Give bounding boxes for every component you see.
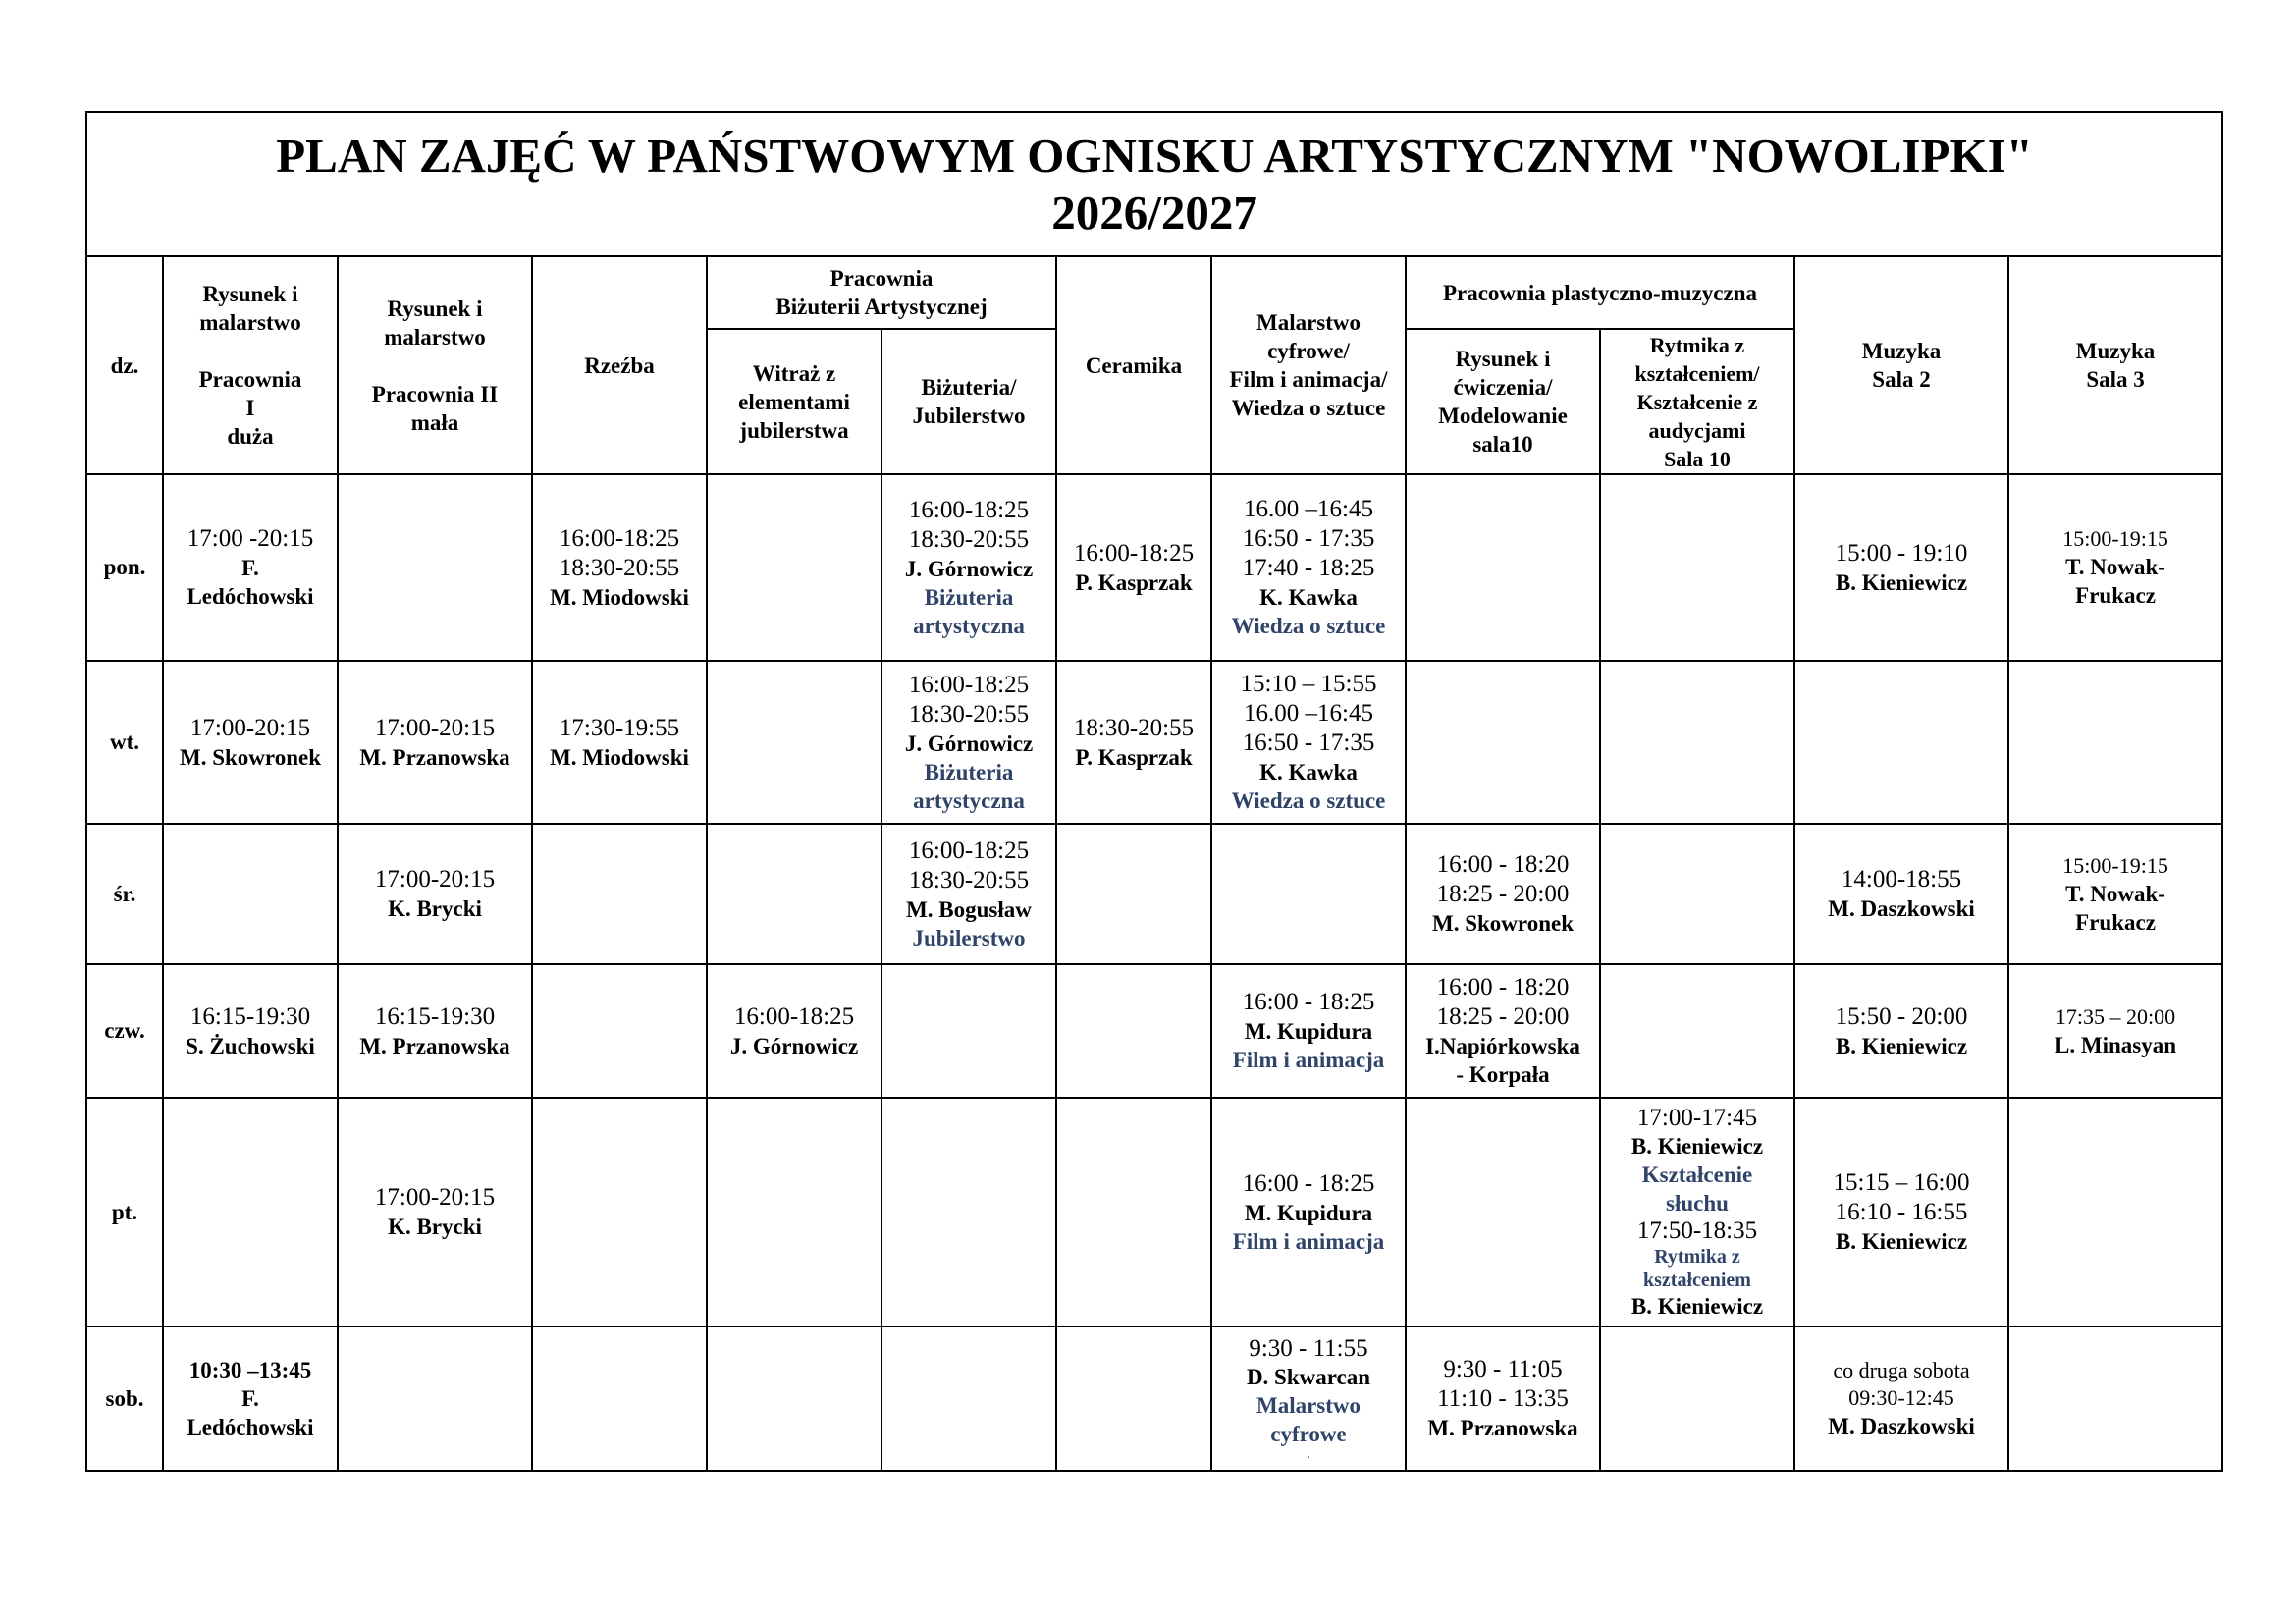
cell-fri-animation (1211, 1098, 1406, 1326)
teacher: M. Bogusław (906, 896, 1032, 922)
cell-thu-animation (1211, 964, 1406, 1098)
time: 9:30 - 11:55 (1249, 1335, 1368, 1362)
teacher: M. Daszkowski (1828, 1414, 1975, 1438)
cell-wed-music-3 (2008, 824, 2222, 964)
header-art-music-group: Pracownia plastyczno-muzyczna (1406, 256, 1794, 329)
header-music-room-2: Muzyka Sala 2 (1794, 256, 2008, 474)
time: 09:30-12:45 (1848, 1385, 1954, 1410)
header-drawing-modeling: Rysunek i ćwiczenia/ Modelowanie sala10 (1406, 329, 1600, 474)
teacher: K. Brycki (388, 1215, 482, 1239)
cell-mon-jewelry (881, 474, 1056, 661)
cell-thu-drawing-1 (163, 964, 338, 1098)
page-title (86, 112, 2222, 256)
header-rhythmics: Rytmika z kształceniem/ Kształcenie z audycjami Sala 10 (1600, 329, 1794, 474)
cell-empty (2008, 1098, 2222, 1326)
cell-thu-stained-glass (707, 964, 881, 1098)
teacher: T. Nowak- (2065, 881, 2165, 906)
teacher: P. Kasprzak (1075, 744, 1193, 770)
cell-empty (881, 964, 1056, 1098)
teacher: P. Kasprzak (1075, 569, 1193, 595)
cell-tue-drawing-2 (338, 661, 532, 824)
header-day: dz. (86, 256, 163, 474)
header-digital-painting: Malarstwo cyfrowe/ Film i animacja/ Wiedza o sztuce (1211, 256, 1406, 474)
day-label: sob. (86, 1326, 163, 1471)
time: 15:10 – 15:55 (1240, 671, 1377, 697)
cell-empty (1406, 1098, 1600, 1326)
day-label: pt. (86, 1098, 163, 1326)
title-row (86, 112, 2222, 256)
time: 17:00-20:15 (374, 714, 496, 741)
cell-sat-modeling (1406, 1326, 1600, 1471)
cell-sat-drawing-1 (163, 1326, 338, 1471)
cell-tue-ceramics (1056, 661, 1211, 824)
subject: Malarstwo (1255, 1393, 1362, 1418)
time: 11:10 - 13:35 (1437, 1385, 1569, 1412)
cell-empty (1056, 824, 1211, 964)
header-drawing-studio-1: Rysunek i malarstwo Pracownia I duża (163, 256, 338, 474)
teacher: M. Daszkowski (1828, 896, 1975, 921)
row-tuesday (86, 661, 2222, 824)
cell-empty (1056, 1326, 1211, 1471)
cell-empty (1056, 1098, 1211, 1326)
cell-empty (163, 1098, 338, 1326)
time: 16:00-18:25 (733, 1002, 855, 1030)
teacher: M. Kupidura (1244, 1019, 1373, 1044)
cell-empty (707, 661, 881, 824)
cell-empty (1600, 824, 1794, 964)
cell-wed-jewelry (881, 824, 1056, 964)
teacher: M. Miodowski (550, 584, 689, 610)
time: 16:00-18:25 (908, 837, 1030, 864)
teacher: K. Kawka (1259, 585, 1358, 610)
cell-empty (532, 1326, 707, 1471)
cell-empty (881, 1326, 1056, 1471)
time: 18:30-20:55 (908, 866, 1030, 893)
time: 16:00-18:25 (559, 524, 680, 552)
cell-empty (532, 964, 707, 1098)
cell-empty (1406, 474, 1600, 661)
cell-mon-drawing-1 (163, 474, 338, 661)
day-label: pon. (86, 474, 163, 661)
time: 18:30-20:55 (908, 525, 1030, 553)
header-row-1 (86, 256, 2222, 329)
cell-empty (1600, 1326, 1794, 1471)
time: 17:40 - 18:25 (1242, 555, 1375, 581)
time: 16:10 - 16:55 (1835, 1199, 1968, 1225)
cell-wed-drawing-2 (338, 824, 532, 964)
time: 16:00-18:25 (1073, 539, 1195, 567)
cell-tue-jewelry (881, 661, 1056, 824)
time: 17:50-18:35 (1636, 1217, 1758, 1244)
day-label: wt. (86, 661, 163, 824)
row-thursday (86, 964, 2222, 1098)
cell-thu-music-2 (1794, 964, 2008, 1098)
cell-fri-rhythmics (1600, 1098, 1794, 1326)
subject: Jubilerstwo (912, 925, 1026, 950)
cell-empty (338, 1326, 532, 1471)
time: 16:00-18:25 (908, 671, 1030, 698)
time: 17:30-19:55 (559, 714, 680, 741)
time: 16:50 - 17:35 (1242, 525, 1375, 552)
teacher: M. Miodowski (550, 744, 689, 770)
row-wednesday (86, 824, 2222, 964)
teacher: K. Brycki (388, 896, 482, 921)
subject: Biżuteria (924, 584, 1014, 610)
row-monday (86, 474, 2222, 661)
teacher: S. Żuchowski (186, 1033, 315, 1058)
cell-empty (532, 824, 707, 964)
teacher: J. Górnowicz (729, 1033, 859, 1058)
time: 16:15-19:30 (374, 1002, 496, 1030)
time: 16:00-18:25 (908, 496, 1030, 523)
subject: Film i animacja (1232, 1228, 1385, 1254)
subject: Film i animacja (1232, 1048, 1385, 1072)
time: 9:30 - 11:05 (1443, 1356, 1563, 1382)
time: 18:30-20:55 (1073, 714, 1195, 741)
time: 10:30 –13:45 (188, 1358, 312, 1382)
subject: kształceniem (1643, 1269, 1751, 1291)
time: 16:00 - 18:20 (1436, 851, 1570, 878)
teacher: M. Przanowska (359, 1033, 510, 1058)
subject: Wiedza o sztuce (1231, 788, 1386, 813)
cell-empty (1056, 964, 1211, 1098)
cell-wed-modeling (1406, 824, 1600, 964)
teacher: F. (241, 556, 259, 580)
teacher: J. Górnowicz (904, 556, 1034, 581)
cell-empty (1600, 964, 1794, 1098)
time: 18:30-20:55 (908, 700, 1030, 728)
cell-sat-music-2 (1794, 1326, 2008, 1471)
time: 18:25 - 20:00 (1436, 881, 1570, 907)
time: 17:00-20:15 (189, 714, 311, 741)
row-friday (86, 1098, 2222, 1326)
cell-empty (2008, 1326, 2222, 1471)
cell-empty (1794, 661, 2008, 824)
header-ceramics: Ceramika (1056, 256, 1211, 474)
cell-mon-ceramics (1056, 474, 1211, 661)
time: 16:15-19:30 (189, 1002, 311, 1030)
header-music-room-3: Muzyka Sala 3 (2008, 256, 2222, 474)
header-stained-glass: Witraż z elementami jubilerstwa (707, 329, 881, 474)
time: 15:00 - 19:10 (1835, 539, 1968, 567)
teacher: M. Kupidura (1244, 1200, 1373, 1225)
subject: artystyczna (913, 613, 1025, 638)
cell-fri-music-2 (1794, 1098, 2008, 1326)
cell-tue-sculpture (532, 661, 707, 824)
teacher: Frukacz (2075, 583, 2156, 608)
cell-empty (1600, 661, 1794, 824)
time: 16.00 –16:45 (1244, 496, 1373, 522)
subject: artystyczna (913, 787, 1025, 813)
teacher: M. Przanowska (1427, 1416, 1578, 1440)
header-jewelry-group: Pracownia Biżuterii Artystycznej (707, 256, 1056, 329)
subject: cyfrowe (1270, 1422, 1347, 1446)
subject: Kształcenie (1641, 1162, 1753, 1187)
teacher: Ledóchowski (187, 1415, 314, 1439)
cell-thu-modeling (1406, 964, 1600, 1098)
subject: Wiedza o sztuce (1231, 614, 1386, 638)
time: 17:00-20:15 (374, 1184, 496, 1211)
time: 17:00 -20:15 (187, 525, 314, 552)
cell-mon-music-3 (2008, 474, 2222, 661)
day-label: czw. (86, 964, 163, 1098)
cell-fri-drawing-2 (338, 1098, 532, 1326)
schedule-table (85, 111, 2223, 1472)
schedule-sheet (85, 111, 2222, 1472)
teacher: L. Minasyan (2055, 1032, 2177, 1057)
cell-mon-music-2 (1794, 474, 2008, 661)
note: co druga sobota (1833, 1358, 1970, 1382)
cell-mon-art-knowledge (1211, 474, 1406, 661)
cell-empty (707, 474, 881, 661)
cell-tue-drawing-1 (163, 661, 338, 824)
teacher: I.Napiórkowska (1425, 1034, 1580, 1058)
time: 16:00 - 18:25 (1242, 1169, 1375, 1197)
teacher: B. Kieniewicz (1630, 1133, 1764, 1159)
header-sculpture: Rzeźba (532, 256, 707, 474)
header-drawing-studio-2: Rysunek i malarstwo Pracownia II mała (338, 256, 532, 474)
title-line-2: 2026/2027 (1051, 185, 1257, 240)
row-saturday (86, 1326, 2222, 1471)
subject: słuchu (1666, 1190, 1729, 1216)
cell-empty (881, 1098, 1056, 1326)
title-line-1: PLAN ZAJĘĆ W PAŃSTWOWYM OGNISKU ARTYSTYCZNYM "NOWOLIPKI" (276, 128, 2033, 183)
teacher: Frukacz (2075, 909, 2156, 935)
time: 16:00 - 18:25 (1242, 989, 1375, 1015)
teacher: - Korpała (1456, 1062, 1550, 1087)
cell-empty (2008, 661, 2222, 824)
cell-mon-sculpture (532, 474, 707, 661)
cell-empty (532, 1098, 707, 1326)
teacher: M. Przanowska (359, 744, 510, 770)
cell-empty (707, 1326, 881, 1471)
teacher: Ledóchowski (187, 584, 314, 609)
time: 15:00-19:15 (2062, 852, 2168, 878)
teacher: B. Kieniewicz (1835, 1033, 1968, 1058)
time: 15:15 – 16:00 (1833, 1169, 1970, 1196)
time: 15:50 - 20:00 (1835, 1002, 1968, 1030)
dot-mark: . (1307, 1447, 1310, 1462)
time: 17:00-17:45 (1636, 1104, 1758, 1131)
cell-empty (1211, 824, 1406, 964)
subject: Biżuteria (924, 759, 1014, 785)
teacher: M. Skowronek (1432, 911, 1574, 936)
teacher: B. Kieniewicz (1835, 1229, 1968, 1254)
teacher: J. Górnowicz (904, 731, 1034, 756)
subject: Rytmika z (1654, 1245, 1740, 1268)
cell-empty (1600, 474, 1794, 661)
time: 17:00-20:15 (374, 866, 496, 893)
time: 16.00 –16:45 (1244, 700, 1373, 727)
teacher: F. (241, 1386, 259, 1411)
cell-empty (1406, 661, 1600, 824)
teacher: T. Nowak- (2065, 555, 2165, 579)
time: 17:35 – 20:00 (2055, 1003, 2176, 1029)
cell-wed-music-2 (1794, 824, 2008, 964)
cell-empty (163, 824, 338, 964)
teacher: B. Kieniewicz (1835, 569, 1968, 595)
time: 18:30-20:55 (559, 554, 680, 581)
teacher: K. Kawka (1259, 760, 1358, 785)
cell-thu-drawing-2 (338, 964, 532, 1098)
teacher: B. Kieniewicz (1630, 1293, 1764, 1319)
cell-empty (707, 1098, 881, 1326)
cell-empty (338, 474, 532, 661)
cell-empty (707, 824, 881, 964)
day-label: śr. (86, 824, 163, 964)
time: 18:25 - 20:00 (1436, 1003, 1570, 1030)
header-jewelry: Biżuteria/ Jubilerstwo (881, 329, 1056, 474)
cell-thu-music-3 (2008, 964, 2222, 1098)
cell-sat-digital-painting (1211, 1326, 1406, 1471)
time: 16:50 - 17:35 (1242, 730, 1375, 756)
time: 14:00-18:55 (1841, 866, 1962, 893)
teacher: D. Skwarcan (1246, 1365, 1371, 1389)
teacher: M. Skowronek (180, 744, 321, 770)
cell-tue-art-knowledge (1211, 661, 1406, 824)
time: 15:00-19:15 (2062, 526, 2168, 551)
time: 16:00 - 18:20 (1436, 974, 1570, 1001)
